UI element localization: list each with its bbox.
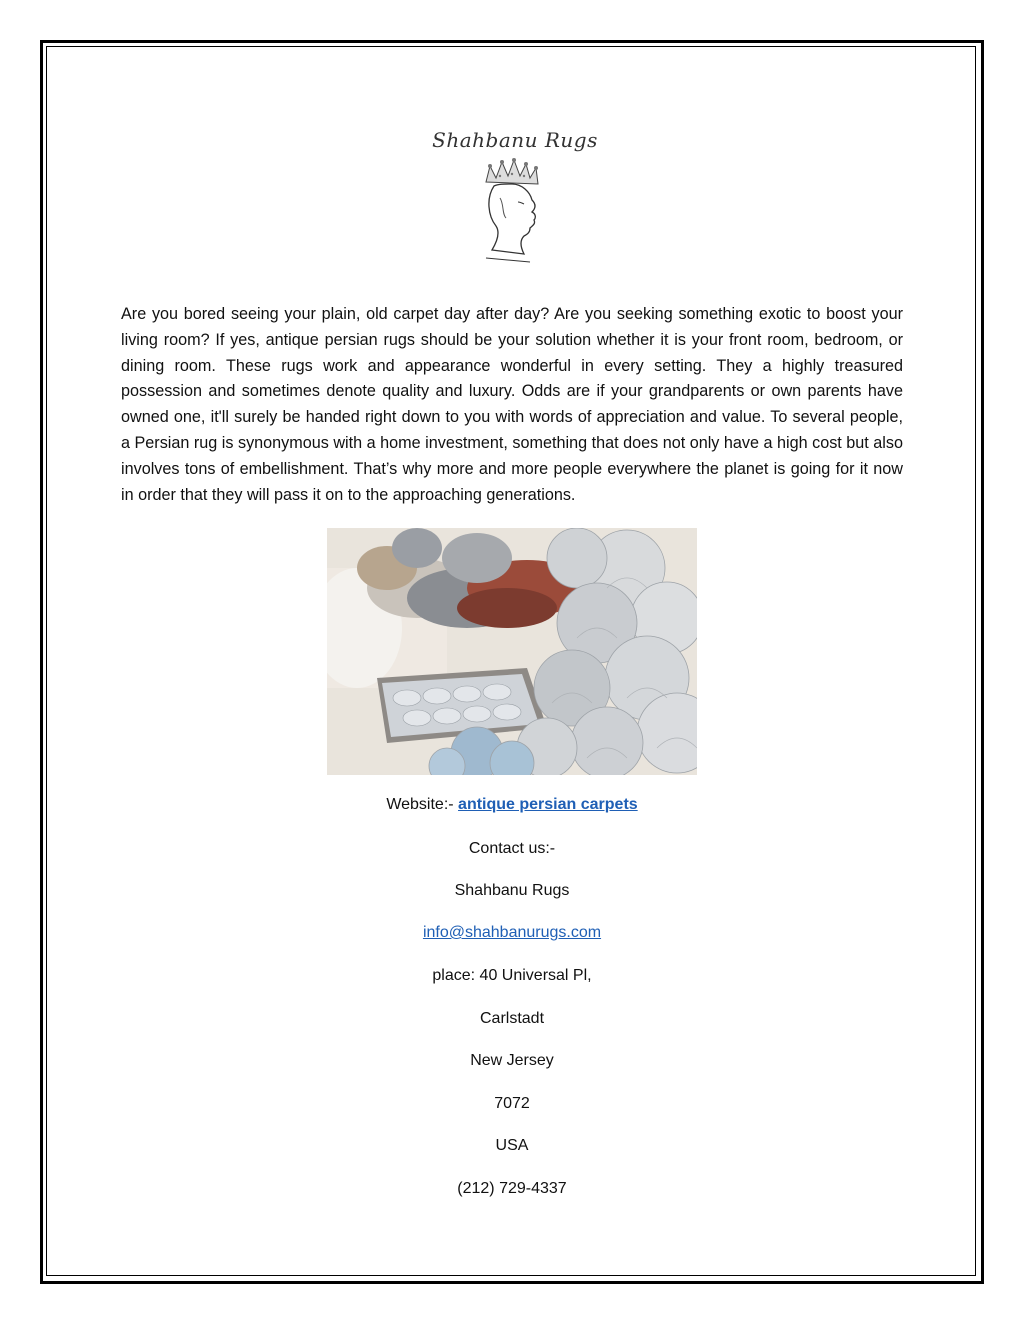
crowned-woman-profile-icon bbox=[480, 158, 550, 264]
contact-city: Carlstadt bbox=[479, 1010, 545, 1027]
contact-heading: Contact us:- bbox=[468, 840, 556, 857]
website-link[interactable]: antique persian carpets bbox=[458, 796, 638, 813]
contact-email-line bbox=[0, 924, 1024, 942]
website-line bbox=[0, 796, 1024, 814]
contact-zip: 7072 bbox=[494, 1095, 530, 1112]
yarn-balls-photo bbox=[327, 528, 697, 775]
contact-address-line: place: 40 Universal Pl, bbox=[432, 967, 592, 984]
contact-country: USA bbox=[495, 1137, 529, 1154]
contact-company: Shahbanu Rugs bbox=[454, 882, 570, 899]
contact-email-link[interactable]: info@shahbanurugs.com bbox=[422, 924, 602, 941]
contact-phone: (212) 729-4337 bbox=[457, 1180, 567, 1197]
brand-logo-text: Shahbanu Rugs bbox=[432, 128, 598, 152]
contact-state: New Jersey bbox=[470, 1052, 554, 1069]
brand-logo bbox=[425, 128, 605, 268]
website-label: Website:- bbox=[386, 796, 459, 813]
article-paragraph: Are you bored seeing your plain, old carpet day after day? Are you seeking something exotic to boost your living room? If yes, antique persian rugs should be your solution whether it is your front room, bedroom, or dining room. These rugs work and appearance wonderful in every setting. They a highly treasured possession and sometimes denote quality and luxury. Odds are if your grandparents or own parents have owned one, it'll surely be handed right down to you with words of appreciation and value. To several people, a Persian rug is synonymous with a home investment, something that does not only have a high cost but also involves tons of embellishment. That’s why more and more people everywhere the planet is going for it now in order that they will pass it on to the approaching generations. bbox=[121, 305, 903, 504]
